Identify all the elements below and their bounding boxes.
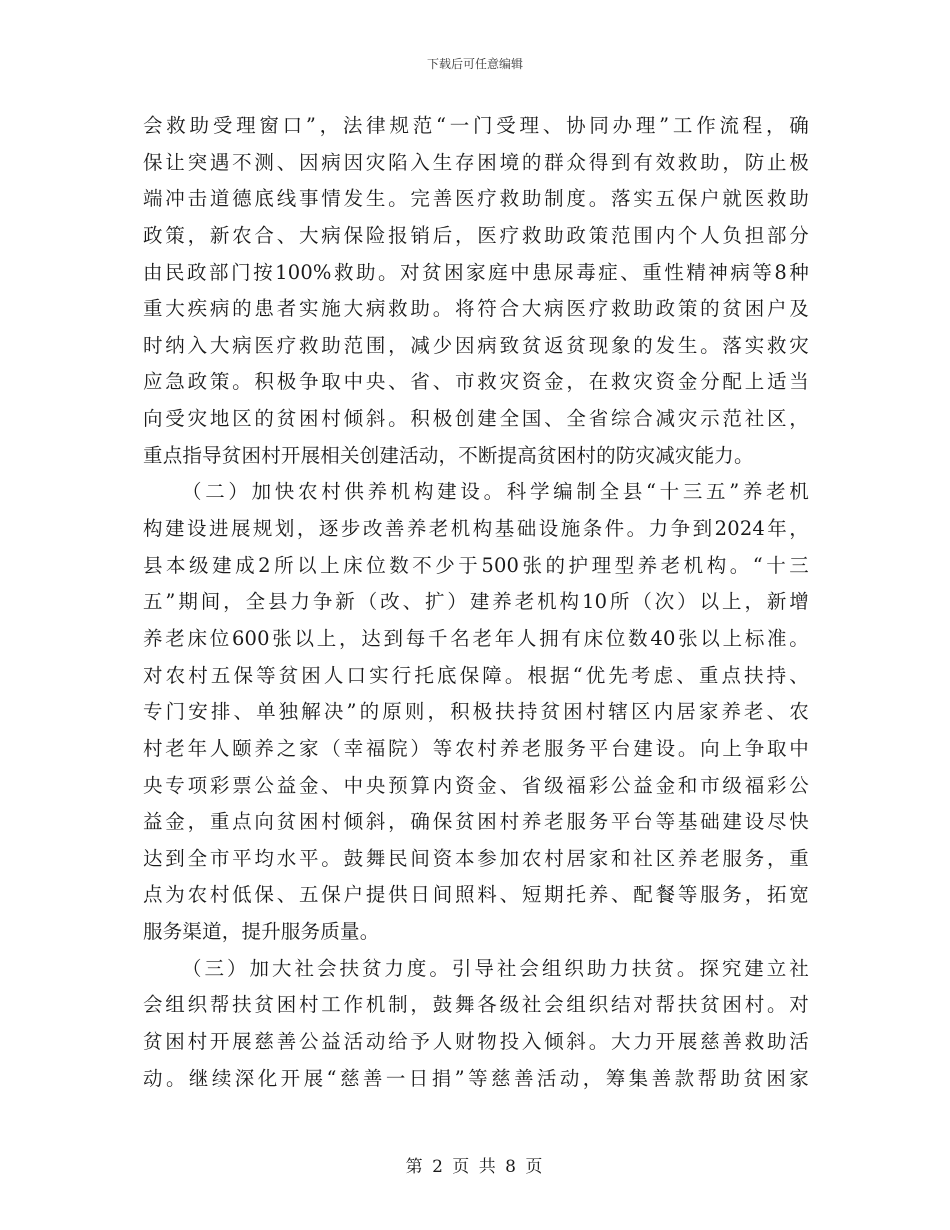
section-heading-line: （二）加快农村供养机构建设。科学编制全县“十三五”养老机 (182, 480, 809, 504)
text-line: 点为农村低保、五保户提供日间照料、短期托养、配餐等服务，拓宽 (143, 883, 809, 907)
text-line: 政策，新农合、大病保险报销后，医疗救助政策范围内个人负担部分 (143, 223, 809, 247)
text-line: 五”期间，全县力争新（改、扩）建养老机构10所（次）以上，新增 (143, 590, 809, 614)
text-line: 达到全市平均水平。鼓舞民间资本参加农村居家和社区养老服务，重 (143, 846, 809, 870)
text-line: 县本级建成2所以上床位数不少于500张的护理型养老机构。“十三 (143, 553, 809, 577)
page-number-footer: 第 2 页 共 8 页 (405, 1157, 545, 1177)
text-line: 贫困村开展慈善公益活动给予人财物投入倾斜。大力开展慈善救助活 (143, 1030, 809, 1054)
text-line: 会组织帮扶贫困村工作机制，鼓舞各级社会组织结对帮扶贫困村。对 (143, 993, 809, 1017)
text-line: 益金，重点向贫困村倾斜，确保贫困村养老服务平台等基础建设尽快 (143, 810, 809, 834)
text-line: 重点指导贫困村开展相关创建活动，不断提高贫困村的防灾减灾能力。 (143, 443, 754, 467)
text-line: 村老年人颐养之家（幸福院）等农村养老服务平台建设。向上争取中 (143, 736, 809, 760)
text-line: 动。继续深化开展“慈善一日捐”等慈善活动，筹集善款帮助贫困家 (143, 1066, 809, 1090)
text-line: 向受灾地区的贫困村倾斜。积极创建全国、全省综合减灾示范社区， (143, 407, 809, 431)
document-body (143, 108, 809, 1097)
text-line: 保让突遇不测、因病因灾陷入生存困境的群众得到有效救助，防止极 (143, 150, 809, 174)
text-line: 由民政部门按100%救助。对贫困家庭中患尿毒症、重性精神病等8种 (143, 260, 809, 284)
text-line: 专门安排、单独解决”的原则，积极扶持贫困村辖区内居家养老、农 (143, 700, 809, 724)
text-line: 端冲击道德底线事情发生。完善医疗救助制度。落实五保户就医救助 (143, 187, 809, 211)
text-line: 对农村五保等贫困人口实行托底保障。根据“优先考虑、重点扶持、 (143, 663, 809, 687)
page-header-note: 下载后可任意编辑 (426, 57, 523, 71)
text-line: 服务渠道，提升服务质量。 (143, 920, 380, 944)
text-line: 重大疾病的患者实施大病救助。将符合大病医疗救助政策的贫困户及 (143, 297, 809, 321)
section-heading-line: （三）加大社会扶贫力度。引导社会组织助力扶贫。探究建立社 (182, 956, 809, 980)
text-line: 应急政策。积极争取中央、省、市救灾资金，在救灾资金分配上适当 (143, 370, 809, 394)
text-line: 养老床位600张以上，达到每千名老年人拥有床位数40张以上标准。 (143, 626, 809, 650)
text-line: 会救助受理窗口”，法律规范“一门受理、协同办理”工作流程，确 (143, 114, 809, 137)
text-line: 央专项彩票公益金、中央预算内资金、省级福彩公益金和市级福彩公 (143, 773, 809, 797)
text-line: 构建设进展规划，逐步改善养老机构基础设施条件。力争到2024年， (143, 517, 809, 541)
text-line: 时纳入大病医疗救助范围，减少因病致贫返贫现象的发生。落实救灾 (143, 333, 809, 357)
